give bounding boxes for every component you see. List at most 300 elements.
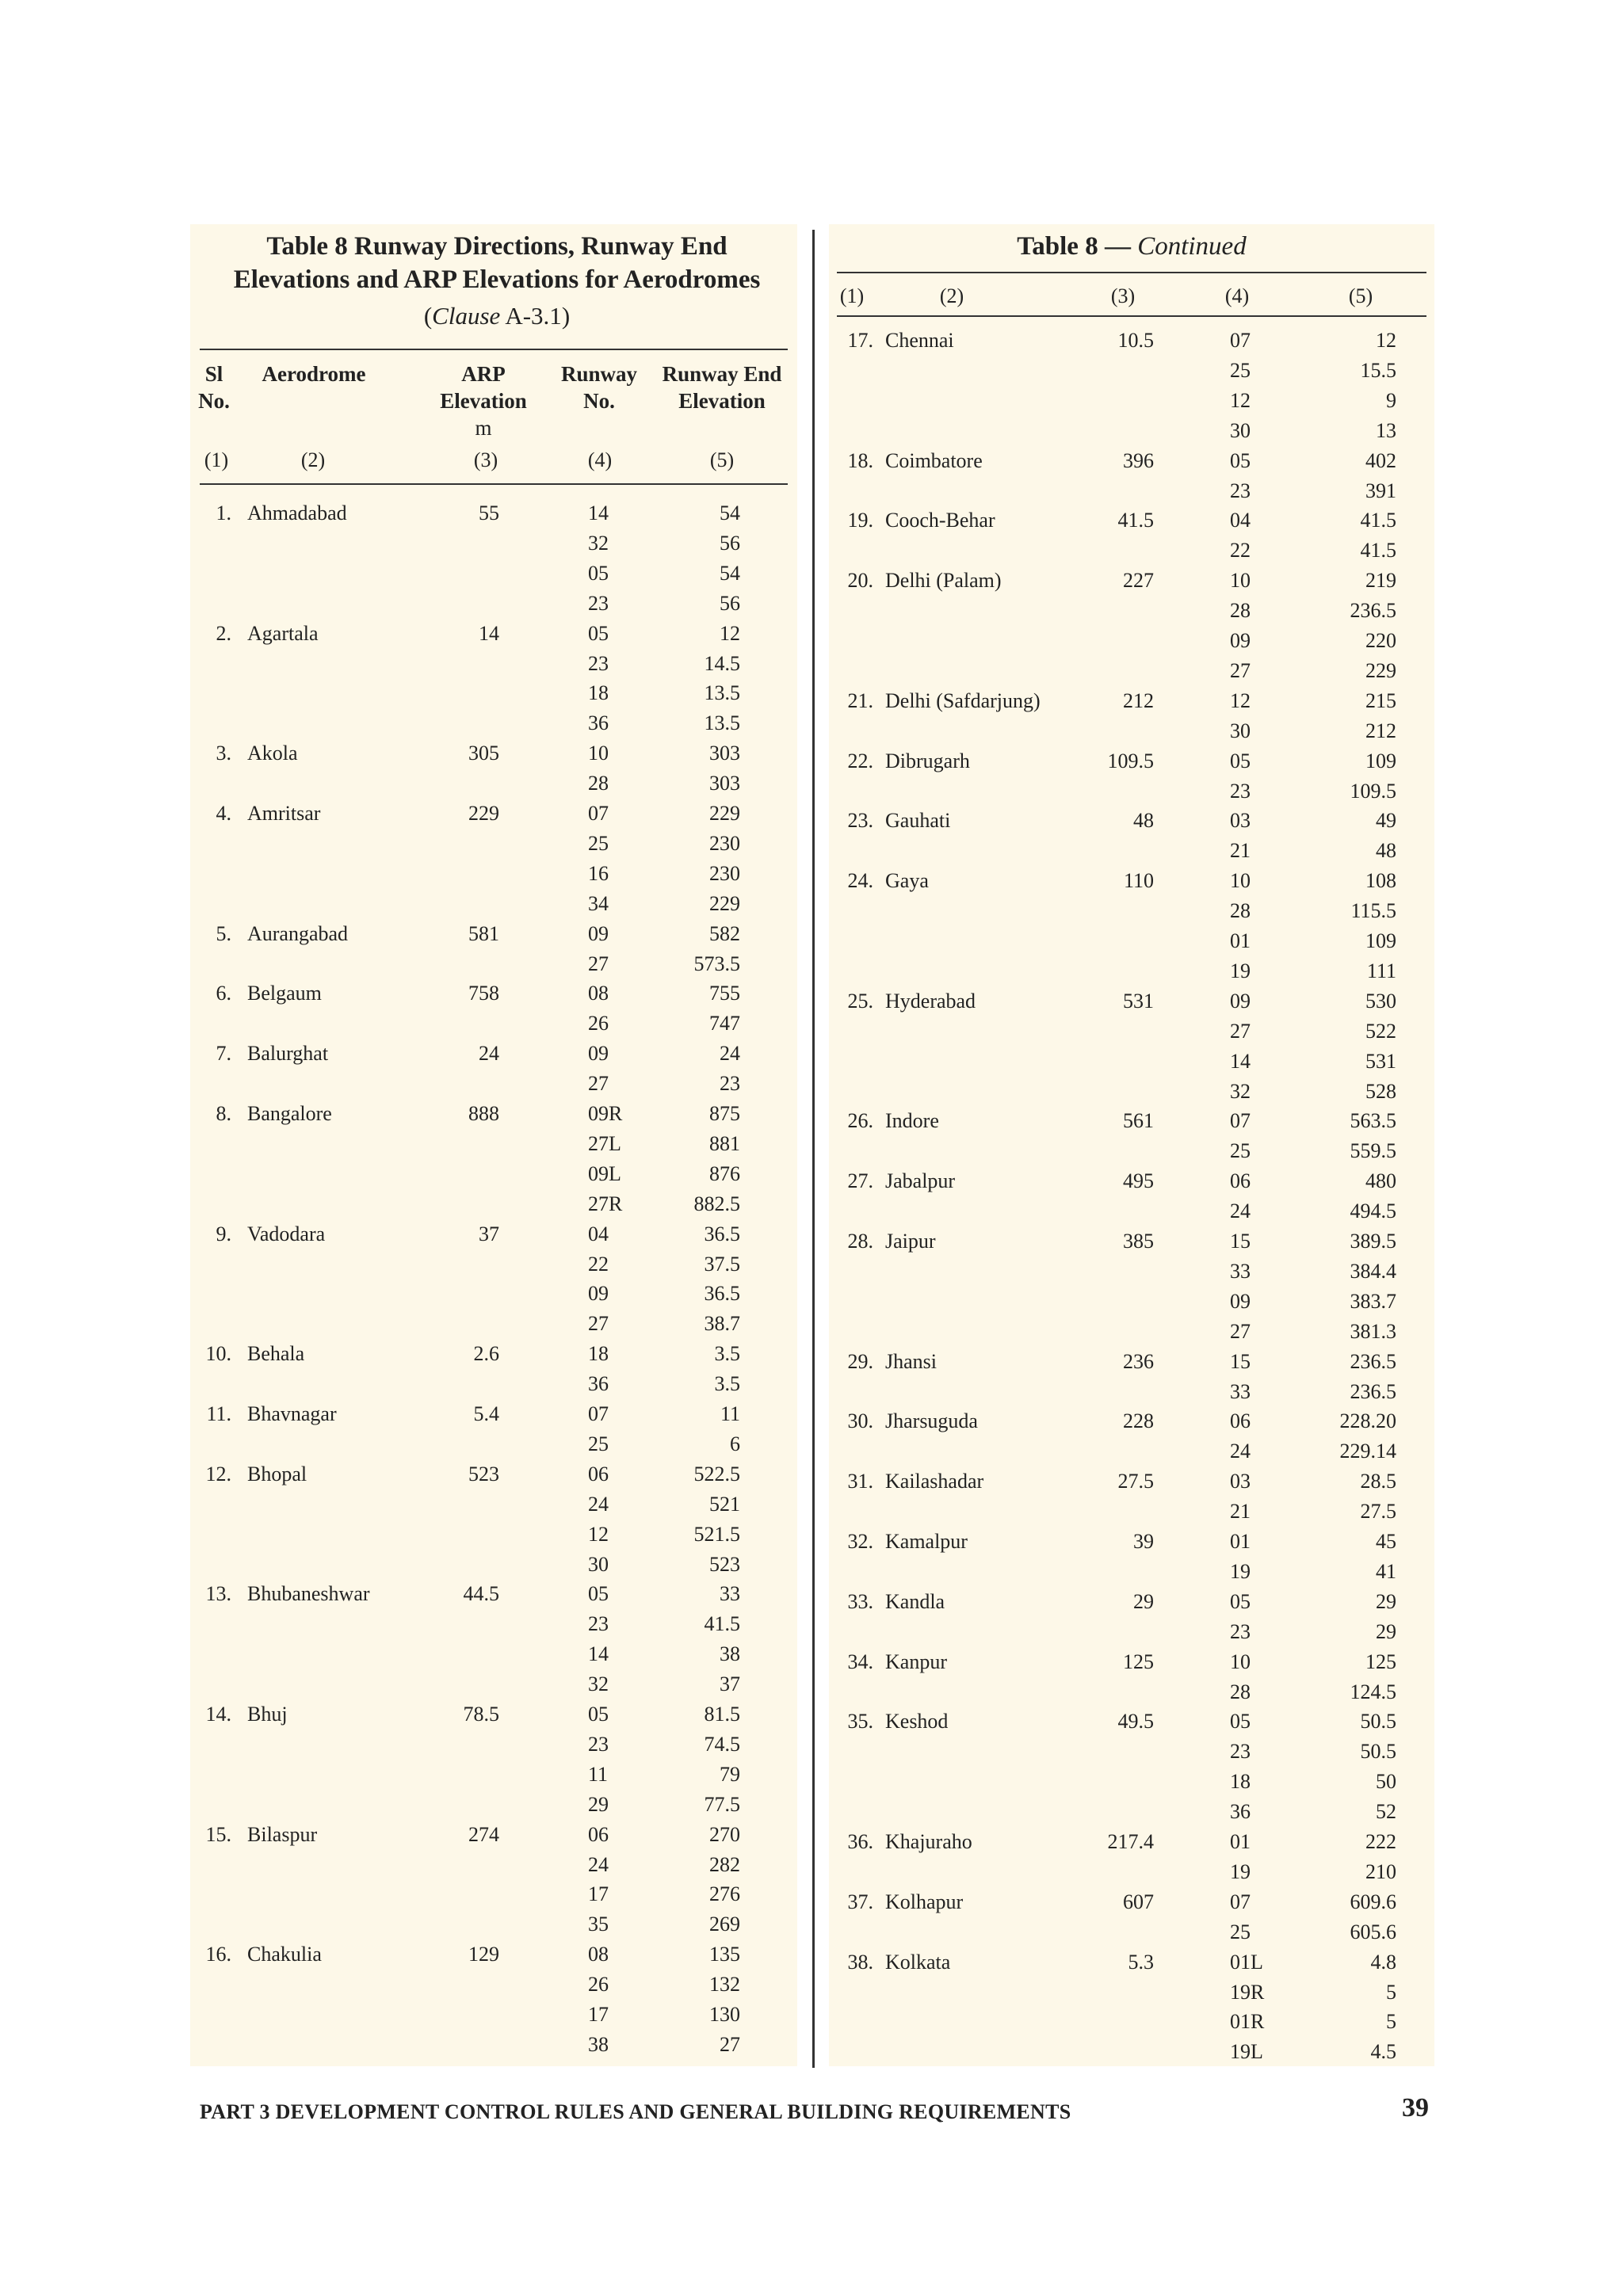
- arp-elevation: 41.5: [1117, 509, 1154, 532]
- page-number: 39: [1402, 2093, 1429, 2122]
- runway-number: 35: [588, 1913, 609, 1936]
- aerodrome-name: Bilaspur: [247, 1822, 318, 1846]
- arp-elevation: 29: [1133, 1589, 1154, 1613]
- runway-number: 10: [1230, 569, 1251, 593]
- runway-end-elevation: 212: [1365, 719, 1396, 742]
- runway-number: 24: [1230, 1440, 1251, 1463]
- sl-number: 15.: [205, 1822, 231, 1846]
- right-header-top-rule: [837, 272, 1426, 273]
- arp-elevation: 48: [1133, 809, 1154, 833]
- runway-end-elevation: 230: [709, 831, 740, 855]
- runway-number: 33: [1230, 1379, 1251, 1403]
- runway-end-elevation: 109.5: [1350, 779, 1396, 803]
- runway-end-elevation: 115.5: [1350, 899, 1396, 923]
- sl-number: 24.: [847, 869, 873, 893]
- aerodrome-name: Amritsar: [247, 802, 321, 825]
- col-number: (5): [709, 448, 735, 471]
- arp-elevation: 495: [1123, 1169, 1154, 1193]
- arp-elevation: 385: [1123, 1230, 1154, 1253]
- sl-number: 18.: [847, 448, 873, 472]
- runway-number: 36: [588, 711, 609, 735]
- runway-number: 25: [1230, 1920, 1251, 1943]
- runway-end-elevation: 12: [720, 621, 740, 645]
- runway-end-elevation: 303: [709, 772, 740, 795]
- table-title-line2: Elevations and ARP Elevations for Aerodromes: [233, 265, 761, 294]
- runway-number: 06: [1230, 1409, 1251, 1433]
- aerodrome-name: Delhi (Safdarjung): [885, 688, 1041, 712]
- runway-number: 05: [1230, 1710, 1251, 1733]
- sl-number: 3.: [216, 742, 231, 765]
- runway-number: 05: [1230, 1589, 1251, 1613]
- header-bottom-rule: [200, 483, 788, 485]
- runway-number: 27: [1230, 658, 1251, 682]
- aerodrome-name: Belgaum: [247, 982, 322, 1005]
- runway-end-elevation: 876: [709, 1161, 740, 1185]
- runway-number: 07: [1230, 1890, 1251, 1913]
- continued-word: Continued: [1137, 232, 1247, 261]
- runway-end-elevation: 563.5: [1350, 1109, 1396, 1133]
- runway-number: 19: [1230, 1559, 1251, 1583]
- runway-end-elevation: 132: [709, 1973, 740, 1997]
- runway-end-elevation: 37: [720, 1672, 740, 1696]
- runway-number: 09: [588, 1042, 609, 1066]
- runway-end-elevation: 13: [1376, 418, 1396, 442]
- header-top-rule: [200, 349, 788, 350]
- arp-elevation: 27.5: [1117, 1470, 1154, 1493]
- aerodrome-name: Bhavnagar: [247, 1402, 337, 1425]
- runway-number: 09: [1230, 629, 1251, 652]
- arp-elevation: 129: [468, 1943, 499, 1966]
- runway-number: 19: [1230, 1859, 1251, 1883]
- runway-number: 29: [588, 1792, 609, 1816]
- runway-number: 33: [1230, 1259, 1251, 1283]
- runway-number: 14: [588, 502, 609, 524]
- arp-elevation: 49.5: [1117, 1710, 1154, 1733]
- runway-number: 17: [588, 2003, 609, 2026]
- runway-end-elevation: 74.5: [704, 1732, 740, 1756]
- runway-end-elevation: 236.5: [1350, 599, 1396, 623]
- runway-number: 26: [588, 1012, 609, 1035]
- runway-number: 32: [588, 531, 609, 555]
- runway-end-elevation: 236.5: [1350, 1349, 1396, 1373]
- runway-number: 30: [1230, 719, 1251, 742]
- arp-elevation: 14: [479, 621, 499, 645]
- arp-elevation: 78.5: [463, 1703, 499, 1726]
- sl-number: 28.: [847, 1230, 873, 1253]
- runway-end-elevation: 15.5: [1360, 358, 1396, 382]
- arp-elevation: 5.3: [1128, 1950, 1154, 1974]
- runway-number: 07: [1230, 1109, 1251, 1133]
- arp-elevation: 274: [468, 1822, 499, 1846]
- aerodrome-name: Coimbatore: [885, 448, 983, 472]
- runway-end-elevation: 269: [709, 1913, 740, 1936]
- runway-end-elevation: 49: [1376, 809, 1396, 833]
- arp-elevation: 125: [1123, 1650, 1154, 1673]
- sl-number: 8.: [216, 1102, 231, 1125]
- runway-number: 11: [588, 1762, 609, 1786]
- runway-number: 12: [1230, 388, 1251, 412]
- runway-end-elevation: 383.7: [1350, 1289, 1396, 1313]
- aerodrome-name: Behala: [247, 1342, 305, 1366]
- runway-number: 21: [1230, 1500, 1251, 1524]
- runway-number: 04: [1230, 509, 1251, 532]
- arp-elevation: 110: [1123, 869, 1154, 893]
- runway-number: 03: [1230, 1470, 1251, 1493]
- arp-elevation: 55: [479, 502, 499, 524]
- header-runway-no: No.: [583, 389, 615, 413]
- runway-number: 25: [588, 831, 609, 855]
- table-title-line1: Table 8 Runway Directions, Runway End: [266, 232, 727, 261]
- aerodrome-name: Jharsuguda: [885, 1409, 978, 1433]
- arp-elevation: 10.5: [1117, 329, 1154, 352]
- runway-end-elevation: 79: [720, 1762, 740, 1786]
- sl-number: 5.: [216, 921, 231, 945]
- aerodrome-name: Delhi (Palam): [885, 569, 1002, 593]
- runway-end-elevation: 755: [709, 982, 740, 1005]
- runway-number: 18: [588, 1342, 609, 1366]
- runway-end-elevation: 222: [1365, 1830, 1396, 1853]
- runway-end-elevation: 33: [720, 1582, 740, 1606]
- arp-elevation: 888: [468, 1102, 499, 1125]
- arp-elevation: 227: [1123, 569, 1154, 593]
- sl-number: 26.: [847, 1109, 873, 1133]
- runway-number: 07: [588, 1402, 609, 1425]
- runway-end-elevation: 109: [1365, 929, 1396, 952]
- sl-number: 30.: [847, 1409, 873, 1433]
- aerodrome-name: Gaya: [885, 869, 929, 893]
- runway-end-elevation: 522.5: [693, 1462, 740, 1486]
- runway-end-elevation: 50.5: [1360, 1740, 1396, 1764]
- runway-number: 07: [1230, 329, 1251, 352]
- sl-number: 38.: [847, 1950, 873, 1974]
- col-number: (2): [300, 448, 326, 471]
- runway-end-elevation: 523: [709, 1552, 740, 1576]
- col-number: (5): [1348, 284, 1373, 307]
- runway-number: 12: [1230, 688, 1251, 712]
- runway-number: 01R: [1230, 2010, 1265, 2034]
- arp-elevation: 305: [468, 742, 499, 765]
- runway-end-elevation: 402: [1365, 448, 1396, 472]
- runway-end-elevation: 210: [1365, 1859, 1396, 1883]
- runway-end-elevation: 27: [720, 2032, 740, 2056]
- sl-number: 31.: [847, 1470, 873, 1493]
- runway-number: 01: [1230, 1530, 1251, 1553]
- arp-elevation: 44.5: [463, 1582, 499, 1606]
- aerodrome-name: Kamalpur: [885, 1530, 968, 1553]
- runway-end-elevation: 228.20: [1339, 1409, 1396, 1433]
- aerodrome-name: Kolkata: [885, 1950, 951, 1974]
- aerodrome-name: Agartala: [247, 621, 319, 645]
- runway-number: 28: [588, 772, 609, 795]
- aerodrome-name: Kolhapur: [885, 1890, 964, 1913]
- runway-end-elevation: 747: [709, 1012, 740, 1035]
- col-number: (4): [1224, 284, 1250, 307]
- runway-number: 08: [588, 982, 609, 1005]
- runway-end-elevation: 36.5: [704, 1282, 740, 1306]
- runway-end-elevation: 109: [1365, 749, 1396, 772]
- runway-number: 27: [1230, 1319, 1251, 1343]
- sl-number: 20.: [847, 569, 873, 593]
- aerodrome-name: Dibrugarh: [885, 749, 970, 772]
- runway-end-elevation: 50: [1376, 1770, 1396, 1794]
- runway-end-elevation: 4.8: [1370, 1950, 1396, 1974]
- header-arp-unit: m: [475, 416, 492, 440]
- sl-number: 32.: [847, 1530, 873, 1553]
- sl-number: 29.: [847, 1349, 873, 1373]
- sl-number: 17.: [847, 329, 873, 352]
- runway-end-elevation: 4.5: [1370, 2040, 1396, 2064]
- runway-number: 36: [588, 1372, 609, 1396]
- arp-elevation: 24: [479, 1042, 499, 1066]
- runway-end-elevation: 130: [709, 2003, 740, 2026]
- runway-end-elevation: 48: [1376, 839, 1396, 863]
- runway-number: 28: [1230, 899, 1251, 923]
- runway-end-elevation: 521: [709, 1492, 740, 1516]
- runway-number: 05: [1230, 749, 1251, 772]
- runway-end-elevation: 41: [1376, 1559, 1396, 1583]
- arp-elevation: 523: [468, 1462, 499, 1486]
- runway-end-elevation: 528: [1365, 1079, 1396, 1103]
- runway-number: 08: [588, 1943, 609, 1966]
- runway-number: 27: [588, 1072, 609, 1096]
- runway-end-elevation: 875: [709, 1102, 740, 1125]
- arp-elevation: 212: [1123, 688, 1154, 712]
- runway-end-elevation: 381.3: [1350, 1319, 1396, 1343]
- runway-number: 22: [1230, 539, 1251, 563]
- runway-end-elevation: 14.5: [704, 651, 740, 675]
- runway-number: 24: [588, 1852, 609, 1876]
- runway-number: 32: [1230, 1079, 1251, 1103]
- runway-number: 23: [1230, 1740, 1251, 1764]
- runway-end-elevation: 609.6: [1350, 1890, 1396, 1913]
- aerodrome-name: Cooch-Behar: [885, 509, 995, 532]
- runway-number: 05: [588, 561, 609, 585]
- runway-number: 19L: [1230, 2040, 1263, 2064]
- runway-end-elevation: 135: [709, 1943, 740, 1966]
- runway-number: 03: [1230, 809, 1251, 833]
- runway-end-elevation: 605.6: [1350, 1920, 1396, 1943]
- runway-end-elevation: 282: [709, 1852, 740, 1876]
- sl-number: 25.: [847, 989, 873, 1013]
- runway-number: 09: [588, 921, 609, 945]
- runway-end-elevation: 229: [709, 802, 740, 825]
- runway-end-elevation: 111: [1366, 959, 1396, 982]
- runway-number: 30: [588, 1552, 609, 1576]
- arp-elevation: 39: [1133, 1530, 1154, 1553]
- aerodrome-name: Bangalore: [247, 1102, 332, 1125]
- runway-end-elevation: 77.5: [704, 1792, 740, 1816]
- aerodrome-name: Bhubaneshwar: [247, 1582, 370, 1606]
- runway-number: 09: [588, 1282, 609, 1306]
- col-number: (1): [204, 448, 229, 471]
- runway-end-elevation: 5: [1386, 1980, 1396, 2004]
- runway-end-elevation: 494.5: [1350, 1199, 1396, 1223]
- header-runway-end: Runway End: [662, 362, 782, 386]
- runway-end-elevation: 229: [1365, 658, 1396, 682]
- runway-number: 28: [1230, 1680, 1251, 1703]
- sl-number: 23.: [847, 809, 873, 833]
- sl-number: 21.: [847, 688, 873, 712]
- runway-end-elevation: 81.5: [704, 1703, 740, 1726]
- runway-number: 27L: [588, 1131, 621, 1155]
- runway-end-elevation: 530: [1365, 989, 1396, 1013]
- runway-end-elevation: 29: [1376, 1619, 1396, 1643]
- col-number: (2): [939, 284, 964, 307]
- sl-number: 13.: [205, 1582, 231, 1606]
- runway-number: 05: [1230, 448, 1251, 472]
- sl-number: 11.: [206, 1402, 231, 1425]
- col-number: (3): [473, 448, 498, 471]
- sl-number: 36.: [847, 1830, 873, 1853]
- runway-end-elevation: 559.5: [1350, 1139, 1396, 1163]
- runway-number: 34: [588, 891, 609, 915]
- runway-number: 24: [588, 1492, 609, 1516]
- runway-number: 27: [588, 952, 609, 975]
- runway-number: 01: [1230, 1830, 1251, 1853]
- runway-number: 05: [588, 621, 609, 645]
- sl-number: 27.: [847, 1169, 873, 1193]
- runway-end-elevation: 45: [1376, 1530, 1396, 1553]
- sl-number: 4.: [216, 802, 231, 825]
- runway-number: 38: [588, 2032, 609, 2056]
- runway-number: 25: [588, 1432, 609, 1455]
- sl-number: 12.: [205, 1462, 231, 1486]
- runway-number: 18: [588, 681, 609, 705]
- header-runway-end-elevation: Elevation: [678, 389, 766, 413]
- runway-number: 06: [588, 1822, 609, 1846]
- col-number: (4): [587, 448, 613, 471]
- aerodrome-name: Jhansi: [885, 1349, 937, 1373]
- sl-number: 9.: [216, 1222, 231, 1245]
- runway-number: 23: [588, 1612, 609, 1636]
- runway-number: 14: [1230, 1049, 1251, 1073]
- runway-end-elevation: 3.5: [714, 1372, 740, 1396]
- aerodrome-name: Bhuj: [247, 1703, 288, 1726]
- runway-end-elevation: 3.5: [714, 1342, 740, 1366]
- runway-end-elevation: 215: [1365, 688, 1396, 712]
- runway-end-elevation: 573.5: [693, 952, 740, 975]
- runway-number: 05: [588, 1582, 609, 1606]
- aerodrome-name: Kandla: [885, 1589, 945, 1613]
- aerodrome-name: Vadodara: [247, 1222, 326, 1245]
- aerodrome-name: Gauhati: [885, 809, 951, 833]
- runway-number: 01L: [1230, 1950, 1263, 1974]
- runway-number: 30: [1230, 418, 1251, 442]
- runway-end-elevation: 229.14: [1339, 1440, 1396, 1463]
- runway-number: 10: [1230, 1650, 1251, 1673]
- runway-end-elevation: 229: [709, 891, 740, 915]
- runway-end-elevation: 41.5: [704, 1612, 740, 1636]
- sl-number: 16.: [205, 1943, 231, 1966]
- runway-number: 05: [588, 1703, 609, 1726]
- runway-end-elevation: 582: [709, 921, 740, 945]
- runway-end-elevation: 56: [720, 531, 740, 555]
- aerodrome-name: Indore: [885, 1109, 939, 1133]
- runway-number: 17: [588, 1882, 609, 1906]
- runway-number: 28: [1230, 599, 1251, 623]
- runway-number: 10: [1230, 869, 1251, 893]
- runway-number: 09: [1230, 989, 1251, 1013]
- arp-elevation: 229: [468, 802, 499, 825]
- runway-end-elevation: 38.7: [704, 1312, 740, 1336]
- runway-number: 27R: [588, 1192, 623, 1215]
- arp-elevation: 37: [479, 1222, 499, 1245]
- runway-end-elevation: 276: [709, 1882, 740, 1906]
- runway-end-elevation: 36.5: [704, 1222, 740, 1245]
- runway-end-elevation: 41.5: [1360, 509, 1396, 532]
- runway-end-elevation: 881: [709, 1131, 740, 1155]
- runway-end-elevation: 54: [720, 502, 740, 524]
- runway-end-elevation: 56: [720, 591, 740, 615]
- runway-number: 12: [588, 1522, 609, 1546]
- aerodrome-name: Ahmadabad: [247, 502, 347, 524]
- runway-number: 26: [588, 1973, 609, 1997]
- runway-number: 09: [1230, 1289, 1251, 1313]
- sl-number: 7.: [216, 1042, 231, 1066]
- runway-end-elevation: 124.5: [1350, 1680, 1396, 1703]
- runway-end-elevation: 521.5: [693, 1522, 740, 1546]
- runway-number: 19R: [1230, 1980, 1265, 2004]
- aerodrome-name: Hyderabad: [885, 989, 976, 1013]
- clause-word: Clause: [432, 302, 501, 330]
- runway-end-elevation: 384.4: [1350, 1259, 1396, 1283]
- runway-end-elevation: 5: [1386, 2010, 1396, 2034]
- arp-elevation: 758: [468, 982, 499, 1005]
- runway-number: 09L: [588, 1161, 621, 1185]
- runway-number: 22: [588, 1252, 609, 1276]
- arp-elevation: 228: [1123, 1409, 1154, 1433]
- arp-elevation: 561: [1123, 1109, 1154, 1133]
- runway-end-elevation: 219: [1365, 569, 1396, 593]
- runway-end-elevation: 12: [1376, 329, 1396, 352]
- runway-end-elevation: 230: [709, 861, 740, 885]
- runway-end-elevation: 522: [1365, 1019, 1396, 1043]
- runway-end-elevation: 23: [720, 1072, 740, 1096]
- runway-end-elevation: 389.5: [1350, 1230, 1396, 1253]
- header-aerodrome: Aerodrome: [262, 362, 366, 386]
- runway-number: 09R: [588, 1102, 623, 1125]
- runway-number: 04: [588, 1222, 609, 1245]
- runway-number: 25: [1230, 1139, 1251, 1163]
- runway-number: 23: [588, 1732, 609, 1756]
- runway-end-elevation: 54: [720, 561, 740, 585]
- clause-reference: (Clause A-3.1): [423, 302, 571, 330]
- aerodrome-name: Keshod: [885, 1710, 949, 1733]
- sl-number: 1.: [216, 502, 231, 524]
- col-number: (1): [839, 284, 865, 307]
- continued-title-main: Table 8 —: [1017, 232, 1138, 261]
- runway-end-elevation: 37.5: [704, 1252, 740, 1276]
- runway-end-elevation: 27.5: [1360, 1500, 1396, 1524]
- aerodrome-name: Kailashadar: [885, 1470, 984, 1493]
- runway-end-elevation: 6: [730, 1432, 740, 1455]
- arp-elevation: 217.4: [1107, 1830, 1154, 1853]
- arp-elevation: 109.5: [1107, 749, 1154, 772]
- runway-number: 01: [1230, 929, 1251, 952]
- runway-number: 24: [1230, 1199, 1251, 1223]
- runway-end-elevation: 38: [720, 1642, 740, 1666]
- runway-end-elevation: 220: [1365, 629, 1396, 652]
- runway-number: 23: [1230, 779, 1251, 803]
- runway-end-elevation: 41.5: [1360, 539, 1396, 563]
- sl-number: 22.: [847, 749, 873, 772]
- sl-number: 6.: [216, 982, 231, 1005]
- arp-elevation: 2.6: [473, 1342, 499, 1366]
- runway-number: 06: [1230, 1169, 1251, 1193]
- sl-number: 10.: [205, 1342, 231, 1366]
- sl-number: 33.: [847, 1589, 873, 1613]
- runway-number: 27: [588, 1312, 609, 1336]
